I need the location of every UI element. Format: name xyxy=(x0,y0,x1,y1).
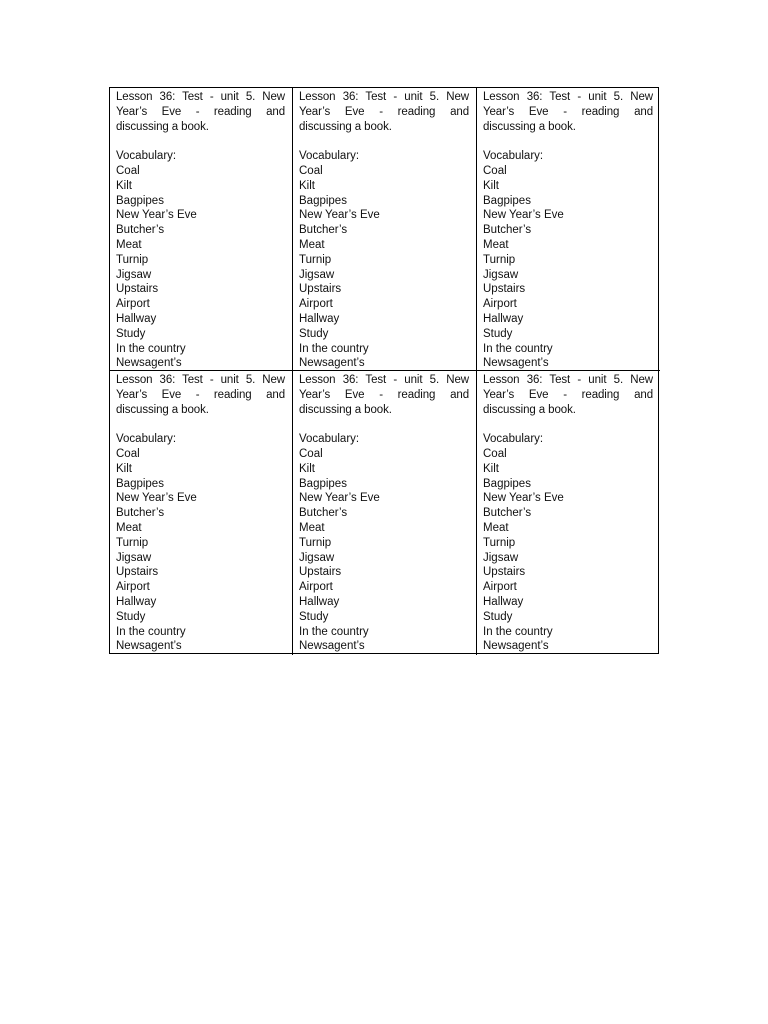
vocabulary-item: New Year’s Eve xyxy=(116,492,197,505)
vocabulary-item: Kilt xyxy=(116,462,132,475)
vocabulary-item: Upstairs xyxy=(116,283,159,296)
vocabulary-item: In the country xyxy=(299,625,369,638)
table-cell xyxy=(477,88,660,371)
vocabulary-item: Kilt xyxy=(483,179,499,192)
vocabulary-item: Airport xyxy=(116,581,150,594)
vocabulary-item: Study xyxy=(116,610,146,623)
vocabulary-item: Jigsaw xyxy=(483,551,519,564)
vocabulary-item: Airport xyxy=(116,298,150,311)
vocabulary-item: Coal xyxy=(483,164,507,177)
vocabulary-item: Butcher’s xyxy=(299,507,348,520)
lesson-title: Lesson 36: Test - unit 5. New Year’s Eve - reading and discussing a book. xyxy=(116,374,285,416)
vocabulary-item: Upstairs xyxy=(299,283,342,296)
blank-line xyxy=(483,134,653,149)
vocabulary-item: Bagpipes xyxy=(116,194,164,207)
vocabulary-item: Turnip xyxy=(483,253,516,266)
vocabulary-item: Upstairs xyxy=(483,283,526,296)
vocabulary-item: In the country xyxy=(116,625,186,638)
vocabulary-item: Butcher’s xyxy=(299,224,348,237)
table-cell xyxy=(110,88,293,371)
vocabulary-item: In the country xyxy=(299,342,369,355)
vocabulary-item: Hallway xyxy=(299,312,340,325)
vocabulary-item: Coal xyxy=(299,447,323,460)
vocabulary-item: In the country xyxy=(483,342,553,355)
vocabulary-item: Study xyxy=(116,327,146,340)
table-cell xyxy=(293,371,477,655)
vocabulary-item: Turnip xyxy=(483,536,516,549)
vocabulary-heading: Vocabulary: xyxy=(483,150,544,163)
vocabulary-item: Airport xyxy=(483,298,517,311)
vocabulary-item: Turnip xyxy=(299,536,332,549)
vocabulary-item: Bagpipes xyxy=(483,477,531,490)
vocabulary-item: Study xyxy=(483,610,513,623)
vocabulary-item: Bagpipes xyxy=(116,477,164,490)
vocabulary-item: Kilt xyxy=(116,179,132,192)
vocabulary-heading: Vocabulary: xyxy=(483,433,544,446)
vocabulary-item: Meat xyxy=(116,521,142,534)
vocabulary-list xyxy=(116,447,285,654)
vocabulary-item: Butcher’s xyxy=(116,507,165,520)
vocabulary-item: Butcher’s xyxy=(483,224,532,237)
vocabulary-item: Upstairs xyxy=(299,566,342,579)
vocabulary-item: Meat xyxy=(483,521,509,534)
vocabulary-item: Newsagent’s xyxy=(299,640,365,653)
vocabulary-item: Kilt xyxy=(483,462,499,475)
blank-line xyxy=(116,134,285,149)
table-cell xyxy=(110,371,293,655)
vocabulary-item: Coal xyxy=(299,164,323,177)
vocabulary-heading: Vocabulary: xyxy=(116,150,177,163)
vocabulary-item: Upstairs xyxy=(116,566,159,579)
table-cell xyxy=(293,88,477,371)
vocabulary-item: Newsagent’s xyxy=(483,640,549,653)
lesson-title: Lesson 36: Test - unit 5. New Year’s Eve - reading and discussing a book. xyxy=(299,374,469,416)
vocabulary-heading: Vocabulary: xyxy=(299,150,360,163)
vocabulary-item: Turnip xyxy=(116,536,149,549)
vocabulary-item: Jigsaw xyxy=(483,268,519,281)
vocabulary-item: Meat xyxy=(483,238,509,251)
vocabulary-item: Kilt xyxy=(299,462,315,475)
vocabulary-item: Jigsaw xyxy=(116,268,152,281)
blank-line xyxy=(299,134,469,149)
vocabulary-list xyxy=(299,164,469,371)
vocabulary-item: New Year’s Eve xyxy=(299,492,380,505)
blank-line xyxy=(299,417,469,432)
vocabulary-item: Turnip xyxy=(116,253,149,266)
vocabulary-item: Turnip xyxy=(299,253,332,266)
vocabulary-list xyxy=(483,447,653,654)
vocabulary-item: Study xyxy=(483,327,513,340)
vocabulary-item: Airport xyxy=(483,581,517,594)
lesson-title: Lesson 36: Test - unit 5. New Year’s Eve - reading and discussing a book. xyxy=(116,91,285,133)
vocabulary-item: Coal xyxy=(116,447,140,460)
vocabulary-item: Newsagent’s xyxy=(116,640,182,653)
vocabulary-item: Bagpipes xyxy=(299,194,347,207)
vocabulary-item: Hallway xyxy=(116,595,157,608)
lesson-title: Lesson 36: Test - unit 5. New Year’s Eve - reading and discussing a book. xyxy=(483,374,653,416)
vocabulary-item: Bagpipes xyxy=(483,194,531,207)
vocabulary-list xyxy=(299,447,469,654)
blank-line xyxy=(483,417,653,432)
vocabulary-item: Airport xyxy=(299,581,333,594)
vocabulary-item: Hallway xyxy=(483,595,524,608)
vocabulary-item: Butcher’s xyxy=(116,224,165,237)
vocabulary-item: Coal xyxy=(116,164,140,177)
vocabulary-item: Study xyxy=(299,610,329,623)
vocabulary-item: Hallway xyxy=(299,595,340,608)
vocabulary-item: Meat xyxy=(116,238,142,251)
vocabulary-list xyxy=(116,164,285,371)
blank-line xyxy=(116,417,285,432)
vocabulary-heading: Vocabulary: xyxy=(299,433,360,446)
worksheet-table xyxy=(109,87,659,654)
vocabulary-heading: Vocabulary: xyxy=(116,433,177,446)
vocabulary-item: Newsagent’s xyxy=(483,357,549,370)
vocabulary-item: Coal xyxy=(483,447,507,460)
vocabulary-item: New Year’s Eve xyxy=(299,209,380,222)
vocabulary-item: Hallway xyxy=(483,312,524,325)
vocabulary-item: Butcher’s xyxy=(483,507,532,520)
vocabulary-item: New Year’s Eve xyxy=(483,492,564,505)
vocabulary-item: Hallway xyxy=(116,312,157,325)
vocabulary-item: Jigsaw xyxy=(299,551,335,564)
lesson-title: Lesson 36: Test - unit 5. New Year’s Eve - reading and discussing a book. xyxy=(483,91,653,133)
vocabulary-item: In the country xyxy=(483,625,553,638)
vocabulary-item: New Year’s Eve xyxy=(483,209,564,222)
vocabulary-item: Newsagent’s xyxy=(116,357,182,370)
vocabulary-item: Meat xyxy=(299,521,325,534)
vocabulary-item: Bagpipes xyxy=(299,477,347,490)
vocabulary-item: Jigsaw xyxy=(299,268,335,281)
vocabulary-item: In the country xyxy=(116,342,186,355)
vocabulary-list xyxy=(483,164,653,371)
vocabulary-item: Kilt xyxy=(299,179,315,192)
vocabulary-item: New Year’s Eve xyxy=(116,209,197,222)
vocabulary-item: Airport xyxy=(299,298,333,311)
vocabulary-item: Upstairs xyxy=(483,566,526,579)
vocabulary-item: Meat xyxy=(299,238,325,251)
table-cell xyxy=(477,371,660,655)
vocabulary-item: Jigsaw xyxy=(116,551,152,564)
vocabulary-item: Newsagent’s xyxy=(299,357,365,370)
lesson-title: Lesson 36: Test - unit 5. New Year’s Eve - reading and discussing a book. xyxy=(299,91,469,133)
vocabulary-item: Study xyxy=(299,327,329,340)
